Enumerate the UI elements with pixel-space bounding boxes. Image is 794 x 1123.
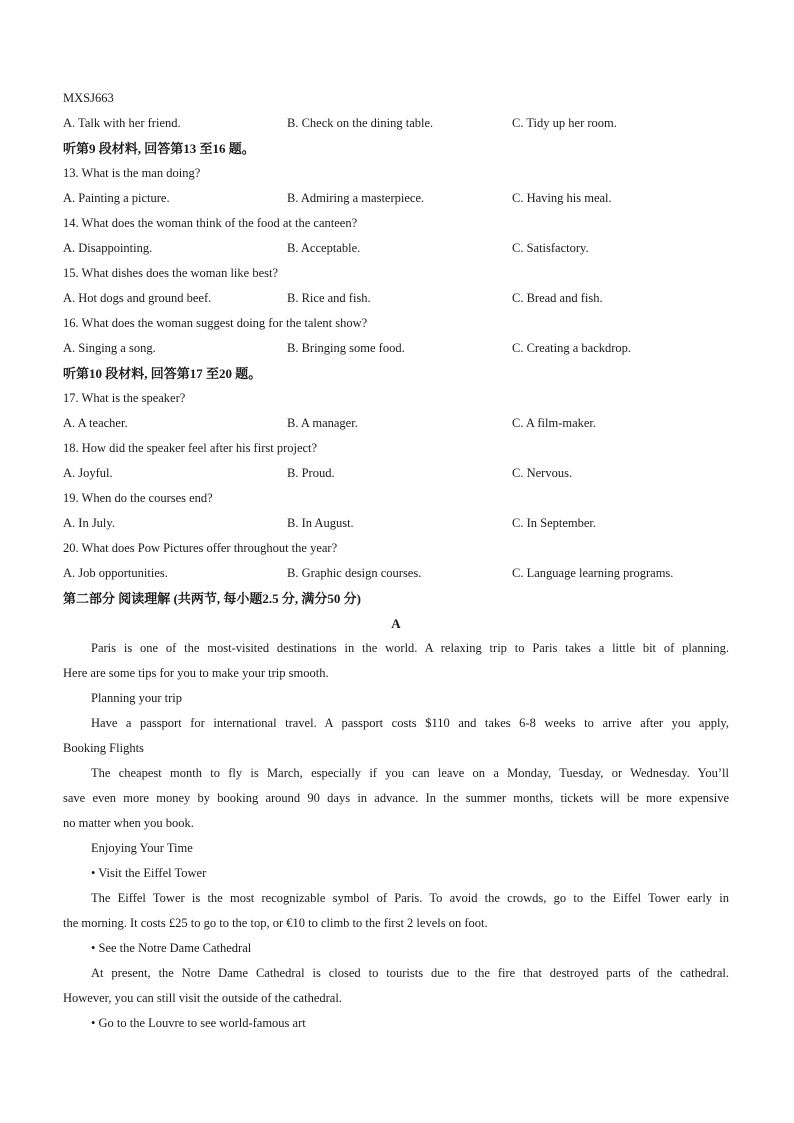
enjoying-heading: Enjoying Your Time <box>91 841 193 855</box>
option-c: C. A film-maker. <box>512 416 597 430</box>
question-17-stem: 17. What is the speaker? <box>63 391 186 405</box>
exam-page <box>63 86 729 1036</box>
booking-line-2: save even more money by booking around 90 days in advance. In the summer months, tickets will be more expensive <box>63 791 729 805</box>
question-15-options <box>63 286 729 311</box>
notre-dame-bullet: • See the Notre Dame Cathedral <box>91 941 252 955</box>
question-18-options <box>63 461 729 486</box>
document-code: MXSJ663 <box>63 91 114 105</box>
option-c: C. Tidy up her room. <box>512 116 617 130</box>
option-b: B. Acceptable. <box>287 241 361 255</box>
question-13-stem: 13. What is the man doing? <box>63 166 201 180</box>
notre-dame-line-2: However, you can still visit the outside of the cathedral. <box>63 991 342 1005</box>
louvre-bullet: • Go to the Louvre to see world-famous art <box>91 1016 306 1030</box>
option-c: C. Having his meal. <box>512 191 612 205</box>
question-16-options <box>63 336 729 361</box>
passport-line: Have a passport for international travel. A passport costs $110 and takes 6-8 weeks to arrive after you apply, <box>91 716 729 730</box>
option-b: B. Check on the dining table. <box>287 116 434 130</box>
question-20-stem: 20. What does Pow Pictures offer throughout the year? <box>63 541 338 555</box>
option-b: B. In August. <box>287 516 354 530</box>
question-14-options <box>63 236 729 261</box>
option-a: A. Job opportunities. <box>63 566 168 580</box>
option-a: A. Talk with her friend. <box>63 116 181 130</box>
option-a: A. Singing a song. <box>63 341 156 355</box>
question-17-options <box>63 411 729 436</box>
option-c: C. Creating a backdrop. <box>512 341 632 355</box>
option-c: C. In September. <box>512 516 597 530</box>
eiffel-bullet: • Visit the Eiffel Tower <box>91 866 207 880</box>
eiffel-line-2: the morning. It costs £25 to go to the top, or €10 to climb to the first 2 levels on foot. <box>63 916 488 930</box>
option-b: B. A manager. <box>287 416 358 430</box>
question-18-stem: 18. How did the speaker feel after his first project? <box>63 441 318 455</box>
notre-dame-line-1: At present, the Notre Dame Cathedral is closed to tourists due to the fire that destroyed parts of the cathedral. <box>91 966 729 980</box>
question-15-stem: 15. What dishes does the woman like best? <box>63 266 279 280</box>
option-b: B. Admiring a masterpiece. <box>287 191 425 205</box>
section-heading-passage-9: 听第9 段材料, 回答第13 至16 题。 <box>63 141 255 156</box>
option-c: C. Satisfactory. <box>512 241 589 255</box>
question-12-options <box>63 111 729 136</box>
option-b: B. Proud. <box>287 466 335 480</box>
question-14-stem: 14. What does the woman think of the food at the canteen? <box>63 216 358 230</box>
option-c: C. Nervous. <box>512 466 573 480</box>
question-13-options <box>63 186 729 211</box>
option-b: B. Graphic design courses. <box>287 566 422 580</box>
booking-line-3: no matter when you book. <box>63 816 194 830</box>
passage-label: A <box>391 616 401 631</box>
question-19-stem: 19. When do the courses end? <box>63 491 213 505</box>
eiffel-line-1: The Eiffel Tower is the most recognizable symbol of Paris. To avoid the crowds, go to the Eiffel Tower early in <box>91 891 729 905</box>
question-16-stem: 16. What does the woman suggest doing for the talent show? <box>63 316 368 330</box>
option-b: B. Bringing some food. <box>287 341 405 355</box>
section-heading-passage-10: 听第10 段材料, 回答第17 至20 题。 <box>63 366 262 381</box>
question-19-options <box>63 511 729 536</box>
intro-line-2: Here are some tips for you to make your trip smooth. <box>63 666 329 680</box>
option-c: C. Language learning programs. <box>512 566 674 580</box>
option-a: A. Joyful. <box>63 466 113 480</box>
option-a: A. Hot dogs and ground beef. <box>63 291 212 305</box>
planning-heading: Planning your trip <box>91 691 182 705</box>
option-b: B. Rice and fish. <box>287 291 371 305</box>
option-c: C. Bread and fish. <box>512 291 603 305</box>
booking-heading: Booking Flights <box>63 741 144 755</box>
option-a: A. In July. <box>63 516 115 530</box>
part-two-heading: 第二部分 阅读理解 (共两节, 每小题2.5 分, 满分50 分) <box>63 591 361 606</box>
intro-line-1: Paris is one of the most-visited destinations in the world. A relaxing trip to Paris takes a little bit of planning. <box>91 641 729 655</box>
question-20-options <box>63 561 729 586</box>
option-a: A. Painting a picture. <box>63 191 170 205</box>
option-a: A. Disappointing. <box>63 241 153 255</box>
option-a: A. A teacher. <box>63 416 128 430</box>
booking-line-1: The cheapest month to fly is March, especially if you can leave on a Monday, Tuesday, or Wednesday. You’ll <box>91 766 729 780</box>
